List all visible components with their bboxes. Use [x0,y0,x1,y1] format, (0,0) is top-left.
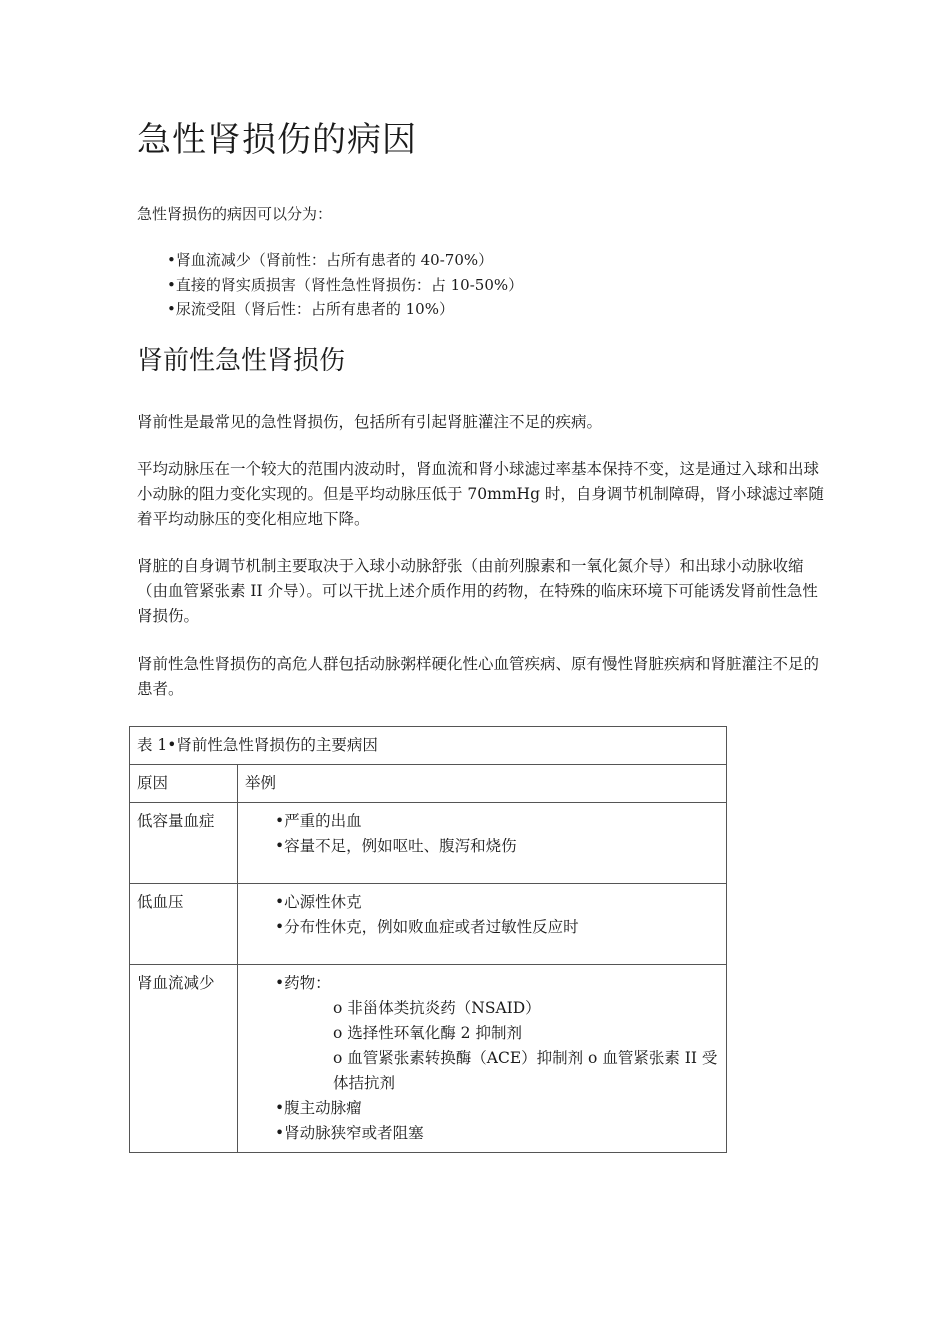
examples-cell [238,803,727,884]
table-row [130,965,727,1153]
list-item: •腹主动脉瘤 [275,1099,362,1117]
examples-list [245,809,719,859]
list-item: •直接的肾实质损害（肾性急性肾损伤：占 10-50%） [167,275,524,294]
table-header-row [130,765,727,803]
sub-list-item: o 选择性环氧化酶 2 抑制剂 [333,1024,522,1042]
table-header-examples: 举例 [238,765,727,803]
cause-cell: 低血压 [130,884,238,965]
paragraph: 肾前性急性肾损伤的高危人群包括动脉粥样硬化性心血管疾病、原有慢性肾脏疾病和肾脏灌注不足的患者。 [137,655,820,698]
cause-cell: 肾血流减少 [130,965,238,1153]
paragraph: 平均动脉压在一个较大的范围内波动时，肾血流和肾小球滤过率基本保持不变，这是通过入球和出球小动脉的阻力变化实现的。但是平均动脉压低于 70mmHg 时，自身调节机制障碍，肾小球滤过率随着平均动脉压的变化相应地下降。 [137,460,824,528]
page-title: 急性肾损伤的病因 [137,120,417,160]
examples-list [245,890,719,940]
examples-cell [238,884,727,965]
paragraph: 肾前性是最常见的急性肾损伤，包括所有引起肾脏灌注不足的疾病。 [137,413,603,431]
drug-sublist [275,996,719,1096]
list-item: •药物： [275,974,331,992]
list-item: •容量不足，例如呕吐、腹泻和烧伤 [275,837,517,855]
list-item: •肾动脉狭窄或者阻塞 [275,1124,424,1142]
list-item: •尿流受阻（肾后性：占所有患者的 10%） [167,300,454,318]
examples-list [245,971,719,1146]
section-title: 肾前性急性肾损伤 [137,346,346,376]
list-item: •分布性休克，例如败血症或者过敏性反应时 [275,918,579,936]
sub-list-item: o 血管紧张素转换酶（ACE）抑制剂 o 血管紧张素 II 受体拮抗剂 [333,1049,718,1092]
examples-cell [238,965,727,1153]
intro-text: 急性肾损伤的病因可以分为： [137,205,333,223]
causes-table [129,726,727,1153]
list-item: •肾血流减少（肾前性：占所有患者的 40-70%） [167,251,494,269]
paragraph: 肾脏的自身调节机制主要取决于入球小动脉舒张（由前列腺素和一氧化氮介导）和出球小动脉收缩（由血管紧张素 II 介导）。可以干扰上述介质作用的药物，在特殊的临床环境下可能诱发肾前性急性肾损伤。 [137,557,818,625]
table-row [130,884,727,965]
sub-list-item: o 非甾体类抗炎药（NSAID） [333,999,541,1017]
table-row [130,803,727,884]
table-header-cause: 原因 [130,765,238,803]
cause-cell: 低容量血症 [130,803,238,884]
list-item: •心源性休克 [275,893,362,911]
table-caption: 表 1•肾前性急性肾损伤的主要病因 [130,727,727,765]
causes-list [167,248,523,322]
list-item: •严重的出血 [275,812,362,830]
list-item [275,996,719,1096]
